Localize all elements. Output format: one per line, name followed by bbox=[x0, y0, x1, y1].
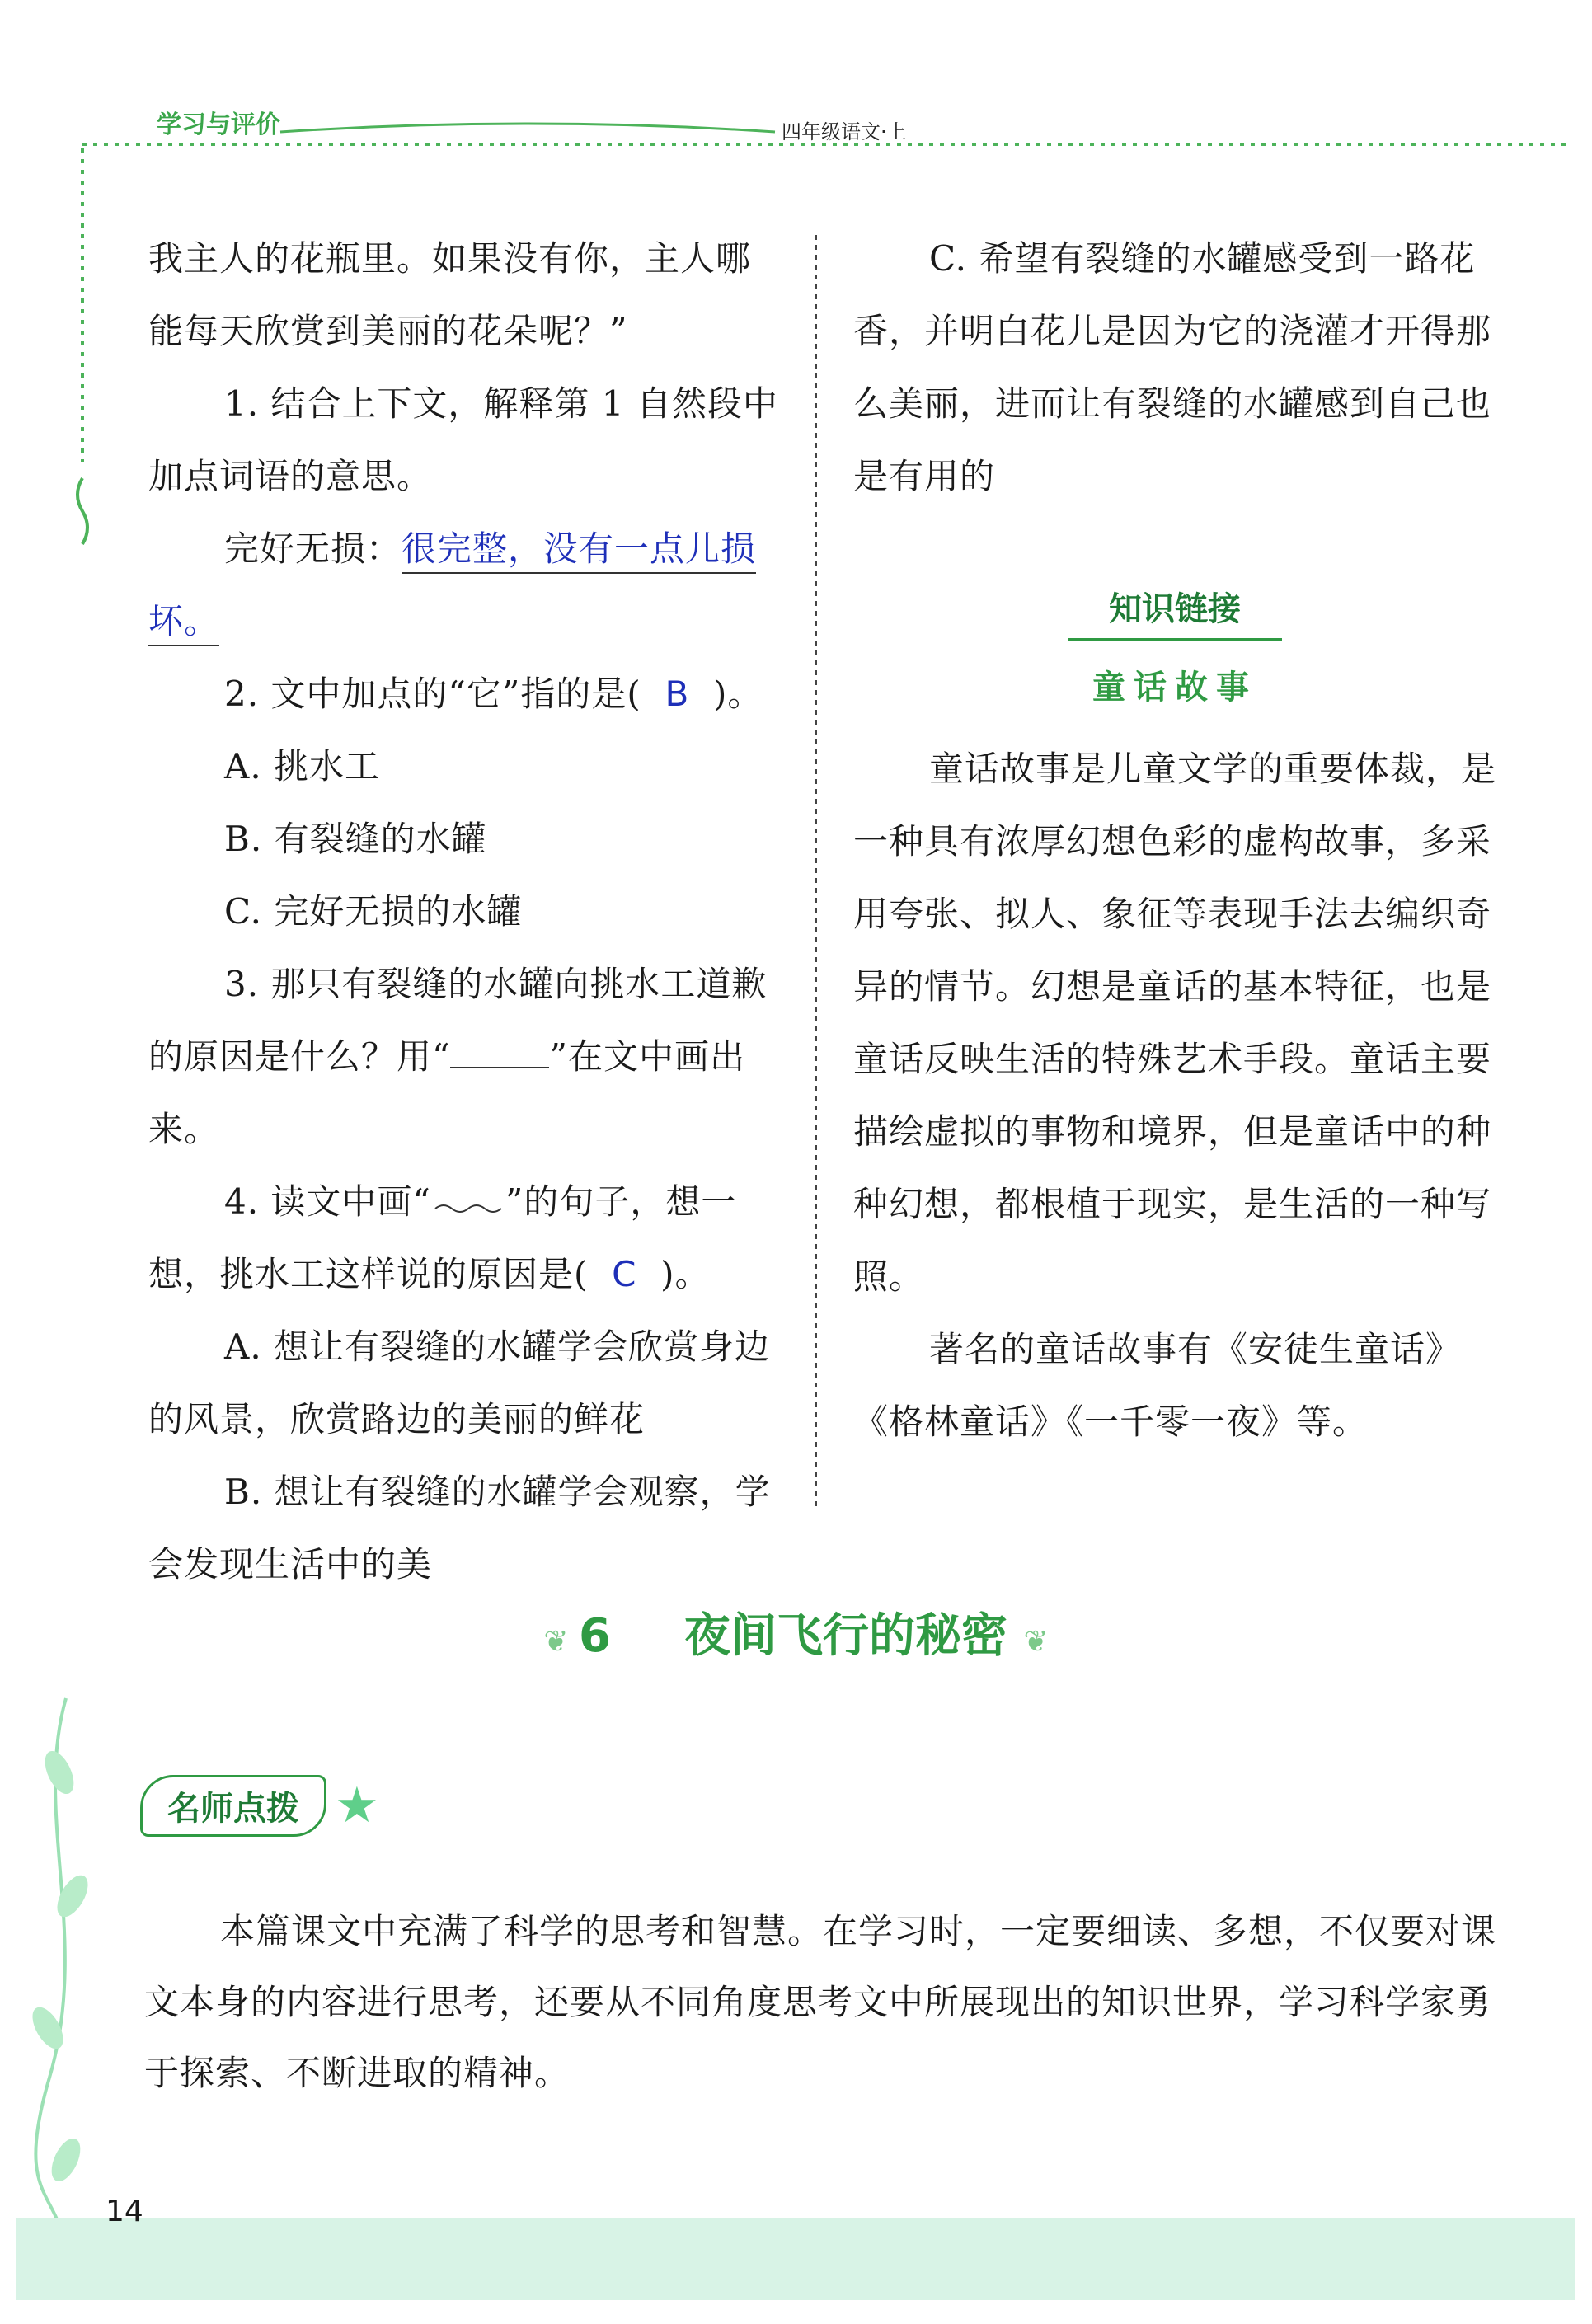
question-4 bbox=[148, 1166, 783, 1311]
q4-option-b: B. 想让有裂缝的水罐学会观察，学会发现生活中的美 bbox=[148, 1472, 771, 1585]
q2-answer: B bbox=[665, 674, 690, 714]
teacher-tip-label: 名师点拨 bbox=[167, 1789, 299, 1828]
left-column bbox=[148, 223, 783, 1601]
q2-option-a: A. 挑水工 bbox=[224, 746, 381, 786]
footer-band bbox=[16, 2218, 1575, 2300]
q1-answer: 很完整，没有一点儿损坏。 bbox=[148, 528, 756, 646]
knowledge-link-badge bbox=[853, 562, 1496, 653]
q3-text-a: 3. 那只有裂缝的水罐向挑水工道歉的原因是什么？用“ bbox=[148, 964, 768, 1077]
fairy-tale-paragraph-2: 著名的童话故事有《安徒生童话》《格林童话》《一千零一夜》等。 bbox=[853, 1329, 1462, 1442]
wavy-underline-sample bbox=[431, 1184, 505, 1214]
lesson-number: 6 bbox=[579, 1609, 611, 1663]
teacher-tip-body bbox=[144, 1896, 1496, 2109]
q4-suffix: )。 bbox=[660, 1254, 711, 1294]
passage-end: 我主人的花瓶里。如果没有你，主人哪能每天欣赏到美丽的花朵呢？” bbox=[148, 238, 752, 351]
q1-term: 完好无损： bbox=[224, 528, 402, 569]
q4-option-c: C. 希望有裂缝的水罐感受到一路花香，并明白花儿是因为它的浇灌才开得那么美丽，进而让有裂缝的水罐感到自己也是有用的 bbox=[853, 238, 1492, 496]
lesson-heading bbox=[0, 1599, 1592, 1665]
question-3 bbox=[148, 948, 783, 1166]
question-1: 1. 结合上下文，解释第 1 自然段中加点词语的意思。 bbox=[148, 383, 778, 496]
knowledge-link-label: 知识链接 bbox=[1109, 589, 1241, 628]
q2-suffix: )。 bbox=[713, 674, 763, 714]
q4-text-a: 4. 读文中画“ bbox=[224, 1181, 431, 1222]
q4-text-b: ”的句子，想一想，挑水工这样说的原因是( bbox=[148, 1181, 737, 1294]
q4-option-a: A. 想让有裂缝的水罐学会欣赏身边的风景，欣赏路边的美丽的鲜花 bbox=[148, 1326, 771, 1439]
q3-text-b: ”在文中画出来。 bbox=[148, 1036, 745, 1149]
right-column bbox=[853, 223, 1496, 1458]
teacher-tip-badge bbox=[140, 1772, 379, 1838]
grade-label: 四年级语文·上 bbox=[782, 120, 907, 143]
q4-answer: C bbox=[612, 1254, 637, 1294]
q2-option-c: C. 完好无损的水罐 bbox=[224, 891, 523, 932]
straight-underline-sample bbox=[450, 1035, 549, 1068]
book-title: 学习与评价 bbox=[157, 110, 280, 139]
leaf-deco-left-icon: ❦ bbox=[543, 1625, 580, 1659]
q2-prefix: 2. 文中加点的“它”指的是( bbox=[224, 674, 641, 714]
q2-option-b: B. 有裂缝的水罐 bbox=[224, 819, 487, 859]
page-number: 14 bbox=[106, 2195, 143, 2228]
star-icon: ★ bbox=[335, 1777, 379, 1834]
fairy-tale-paragraph-1: 童话故事是儿童文学的重要体裁，是一种具有浓厚幻想色彩的虚构故事，多采用夸张、拟人、象征等表现手法去编织奇异的情节。幻想是童话的基本特征，也是童话反映生活的特殊艺术手段。童话主要描绘虚拟的事物和境界，但是童话中的种种幻想，都根植于现实，是生活的一种写照。 bbox=[853, 749, 1497, 1297]
leaf-deco-right-icon: ❦ bbox=[1023, 1625, 1049, 1659]
question-1-answer-line bbox=[148, 513, 783, 658]
lesson-title: 夜间飞行的秘密 bbox=[684, 1609, 1007, 1663]
section-subtitle: 童话故事 bbox=[1092, 669, 1257, 707]
question-2 bbox=[148, 658, 783, 730]
teacher-tip-text: 本篇课文中充满了科学的思考和智慧。在学习时，一定要细读、多想，不仅要对课文本身的内容进行思考，还要从不同角度思考文中所展现出的知识世界，学习科学家勇于探索、不断进取的精神。 bbox=[144, 1911, 1497, 2093]
